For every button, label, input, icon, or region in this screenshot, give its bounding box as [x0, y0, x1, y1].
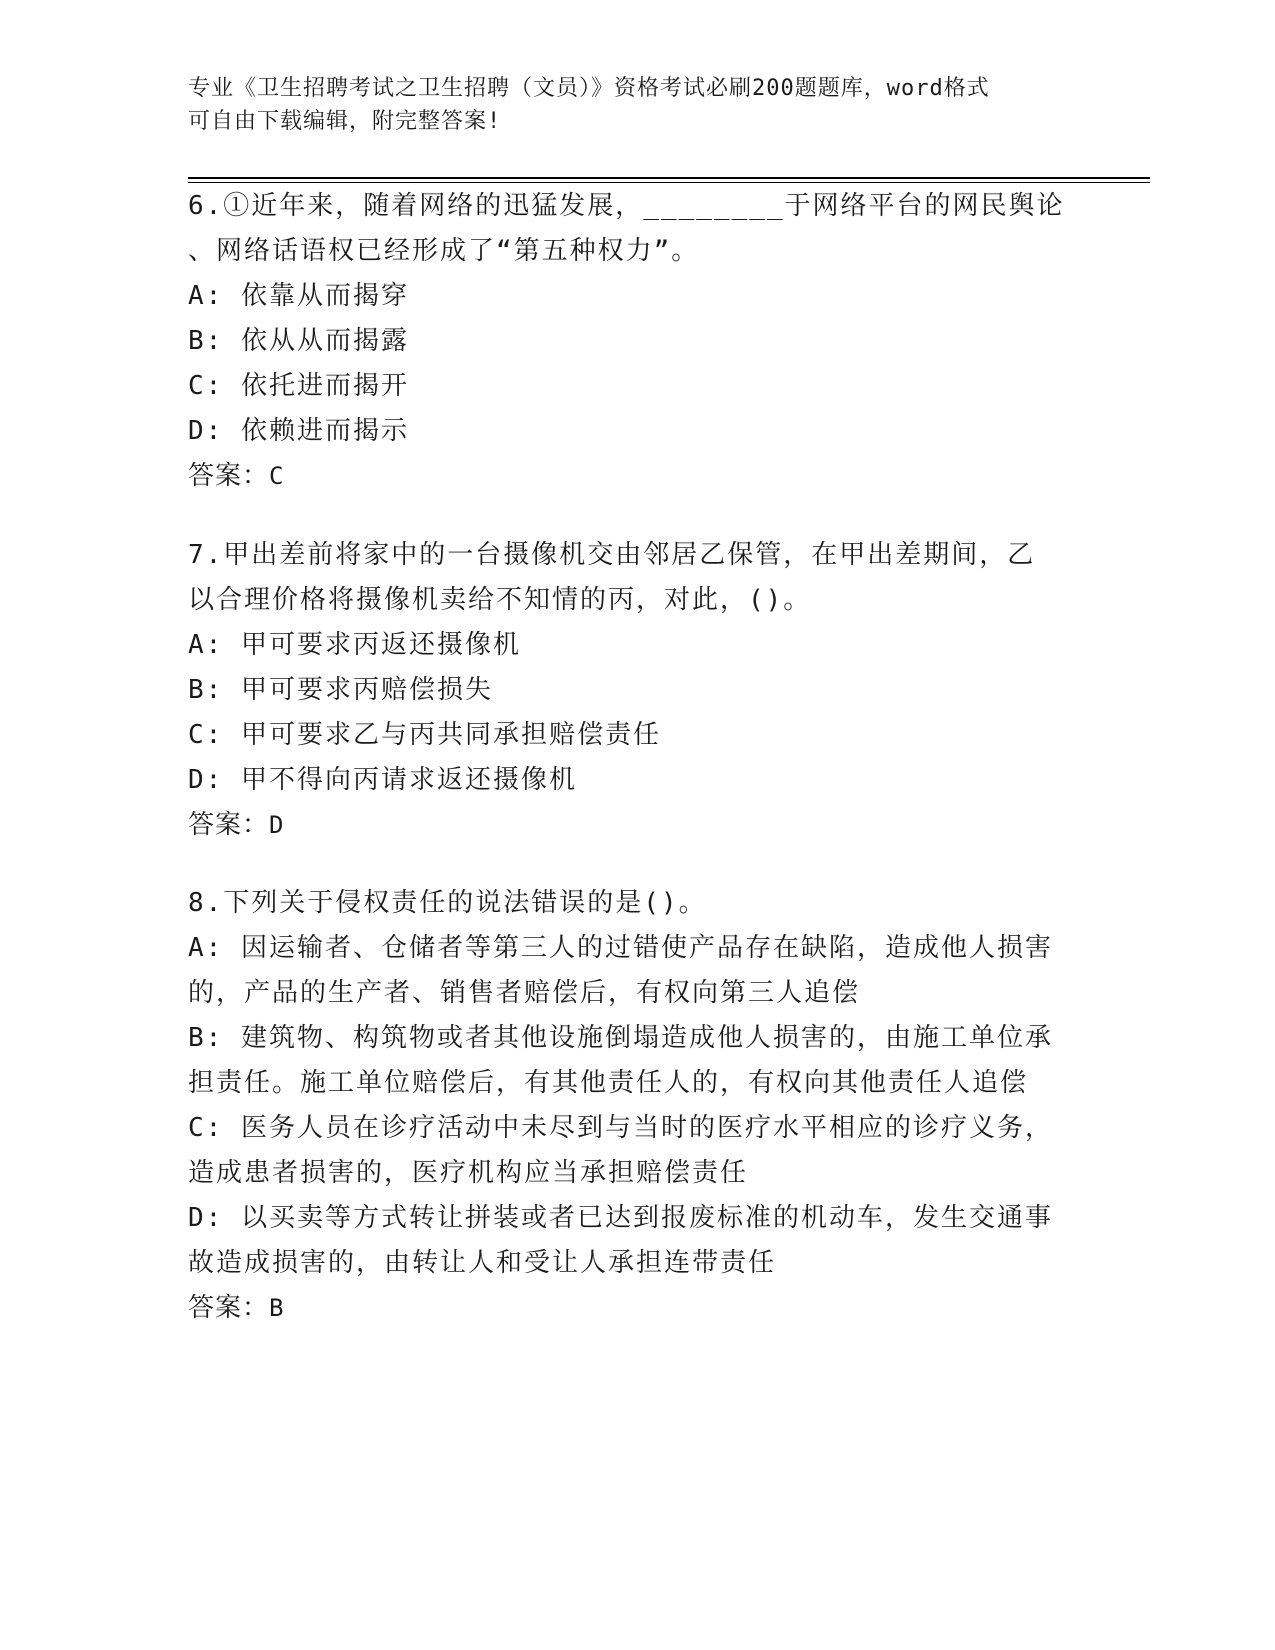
question-stem-line-2: 以合理价格将摄像机卖给不知情的丙，对此，()。: [188, 585, 812, 615]
option-b: B: 甲可要求丙赔偿损失: [188, 675, 493, 705]
question-stem-line-1: 7.甲出差前将家中的一台摄像机交由邻居乙保管，在甲出差期间，乙: [188, 540, 1036, 570]
option-d: D: 甲不得向丙请求返还摄像机: [188, 765, 577, 795]
option-c-line-2: 造成患者损害的，医疗机构应当承担赔偿责任: [188, 1158, 749, 1188]
option-a-line-2: 的，产品的生产者、销售者赔偿后，有权向第三人追偿: [188, 978, 861, 1008]
header-divider-thick: [188, 177, 1150, 179]
answer-line: [188, 454, 1088, 499]
header-line-1: 专业《卫生招聘考试之卫生招聘（文员）》资格考试必刷200题题库，word格式: [188, 76, 990, 101]
option-d: D: 依赖进而揭示: [188, 416, 409, 446]
question-8: [188, 881, 1088, 1331]
option-c: C: 依托进而揭开: [188, 371, 409, 401]
option-b-line-1: B: 建筑物、构筑物或者其他设施倒塌造成他人损害的，由施工单位承: [188, 1023, 1053, 1053]
option-d-line-1: D: 以买卖等方式转让拼装或者已达到报废标准的机动车，发生交通事: [188, 1203, 1053, 1233]
answer-value: B: [269, 1294, 285, 1322]
header-line-2: 可自由下载编辑，附完整答案!: [188, 109, 502, 134]
option-b: B: 依从从而揭露: [188, 326, 409, 356]
header-divider-thin: [188, 182, 1150, 183]
document-header: [188, 72, 1088, 138]
question-stem-line-1: 8.下列关于侵权责任的说法错误的是()。: [188, 888, 707, 918]
answer-line: [188, 803, 1088, 848]
option-c-line-1: C: 医务人员在诊疗活动中未尽到与当时的医疗水平相应的诊疗义务，: [188, 1113, 1053, 1143]
answer-line: [188, 1286, 1088, 1331]
option-a-line-1: A: 因运输者、仓储者等第三人的过错使产品存在缺陷，造成他人损害: [188, 933, 1053, 963]
option-b-line-2: 担责任。施工单位赔偿后，有其他责任人的，有权向其他责任人追偿: [188, 1068, 1029, 1098]
answer-label: 答案：: [188, 810, 270, 840]
answer-label: 答案：: [188, 1293, 270, 1323]
answer-label: 答案：: [188, 461, 270, 491]
question-stem-line-1: 6.①近年来，随着网络的迅猛发展，________于网络平台的网民舆论: [188, 191, 1065, 221]
option-c: C: 甲可要求乙与丙共同承担赔偿责任: [188, 720, 661, 750]
question-stem-line-2: 、网络话语权已经形成了“第五种权力”。: [188, 236, 700, 266]
option-a: A: 甲可要求丙返还摄像机: [188, 630, 521, 660]
question-6: [188, 184, 1088, 499]
answer-value: D: [269, 811, 285, 839]
option-a: A: 依靠从而揭穿: [188, 281, 409, 311]
question-7: [188, 533, 1088, 848]
answer-value: C: [269, 462, 285, 490]
option-d-line-2: 故造成损害的，由转让人和受让人承担连带责任: [188, 1248, 777, 1278]
